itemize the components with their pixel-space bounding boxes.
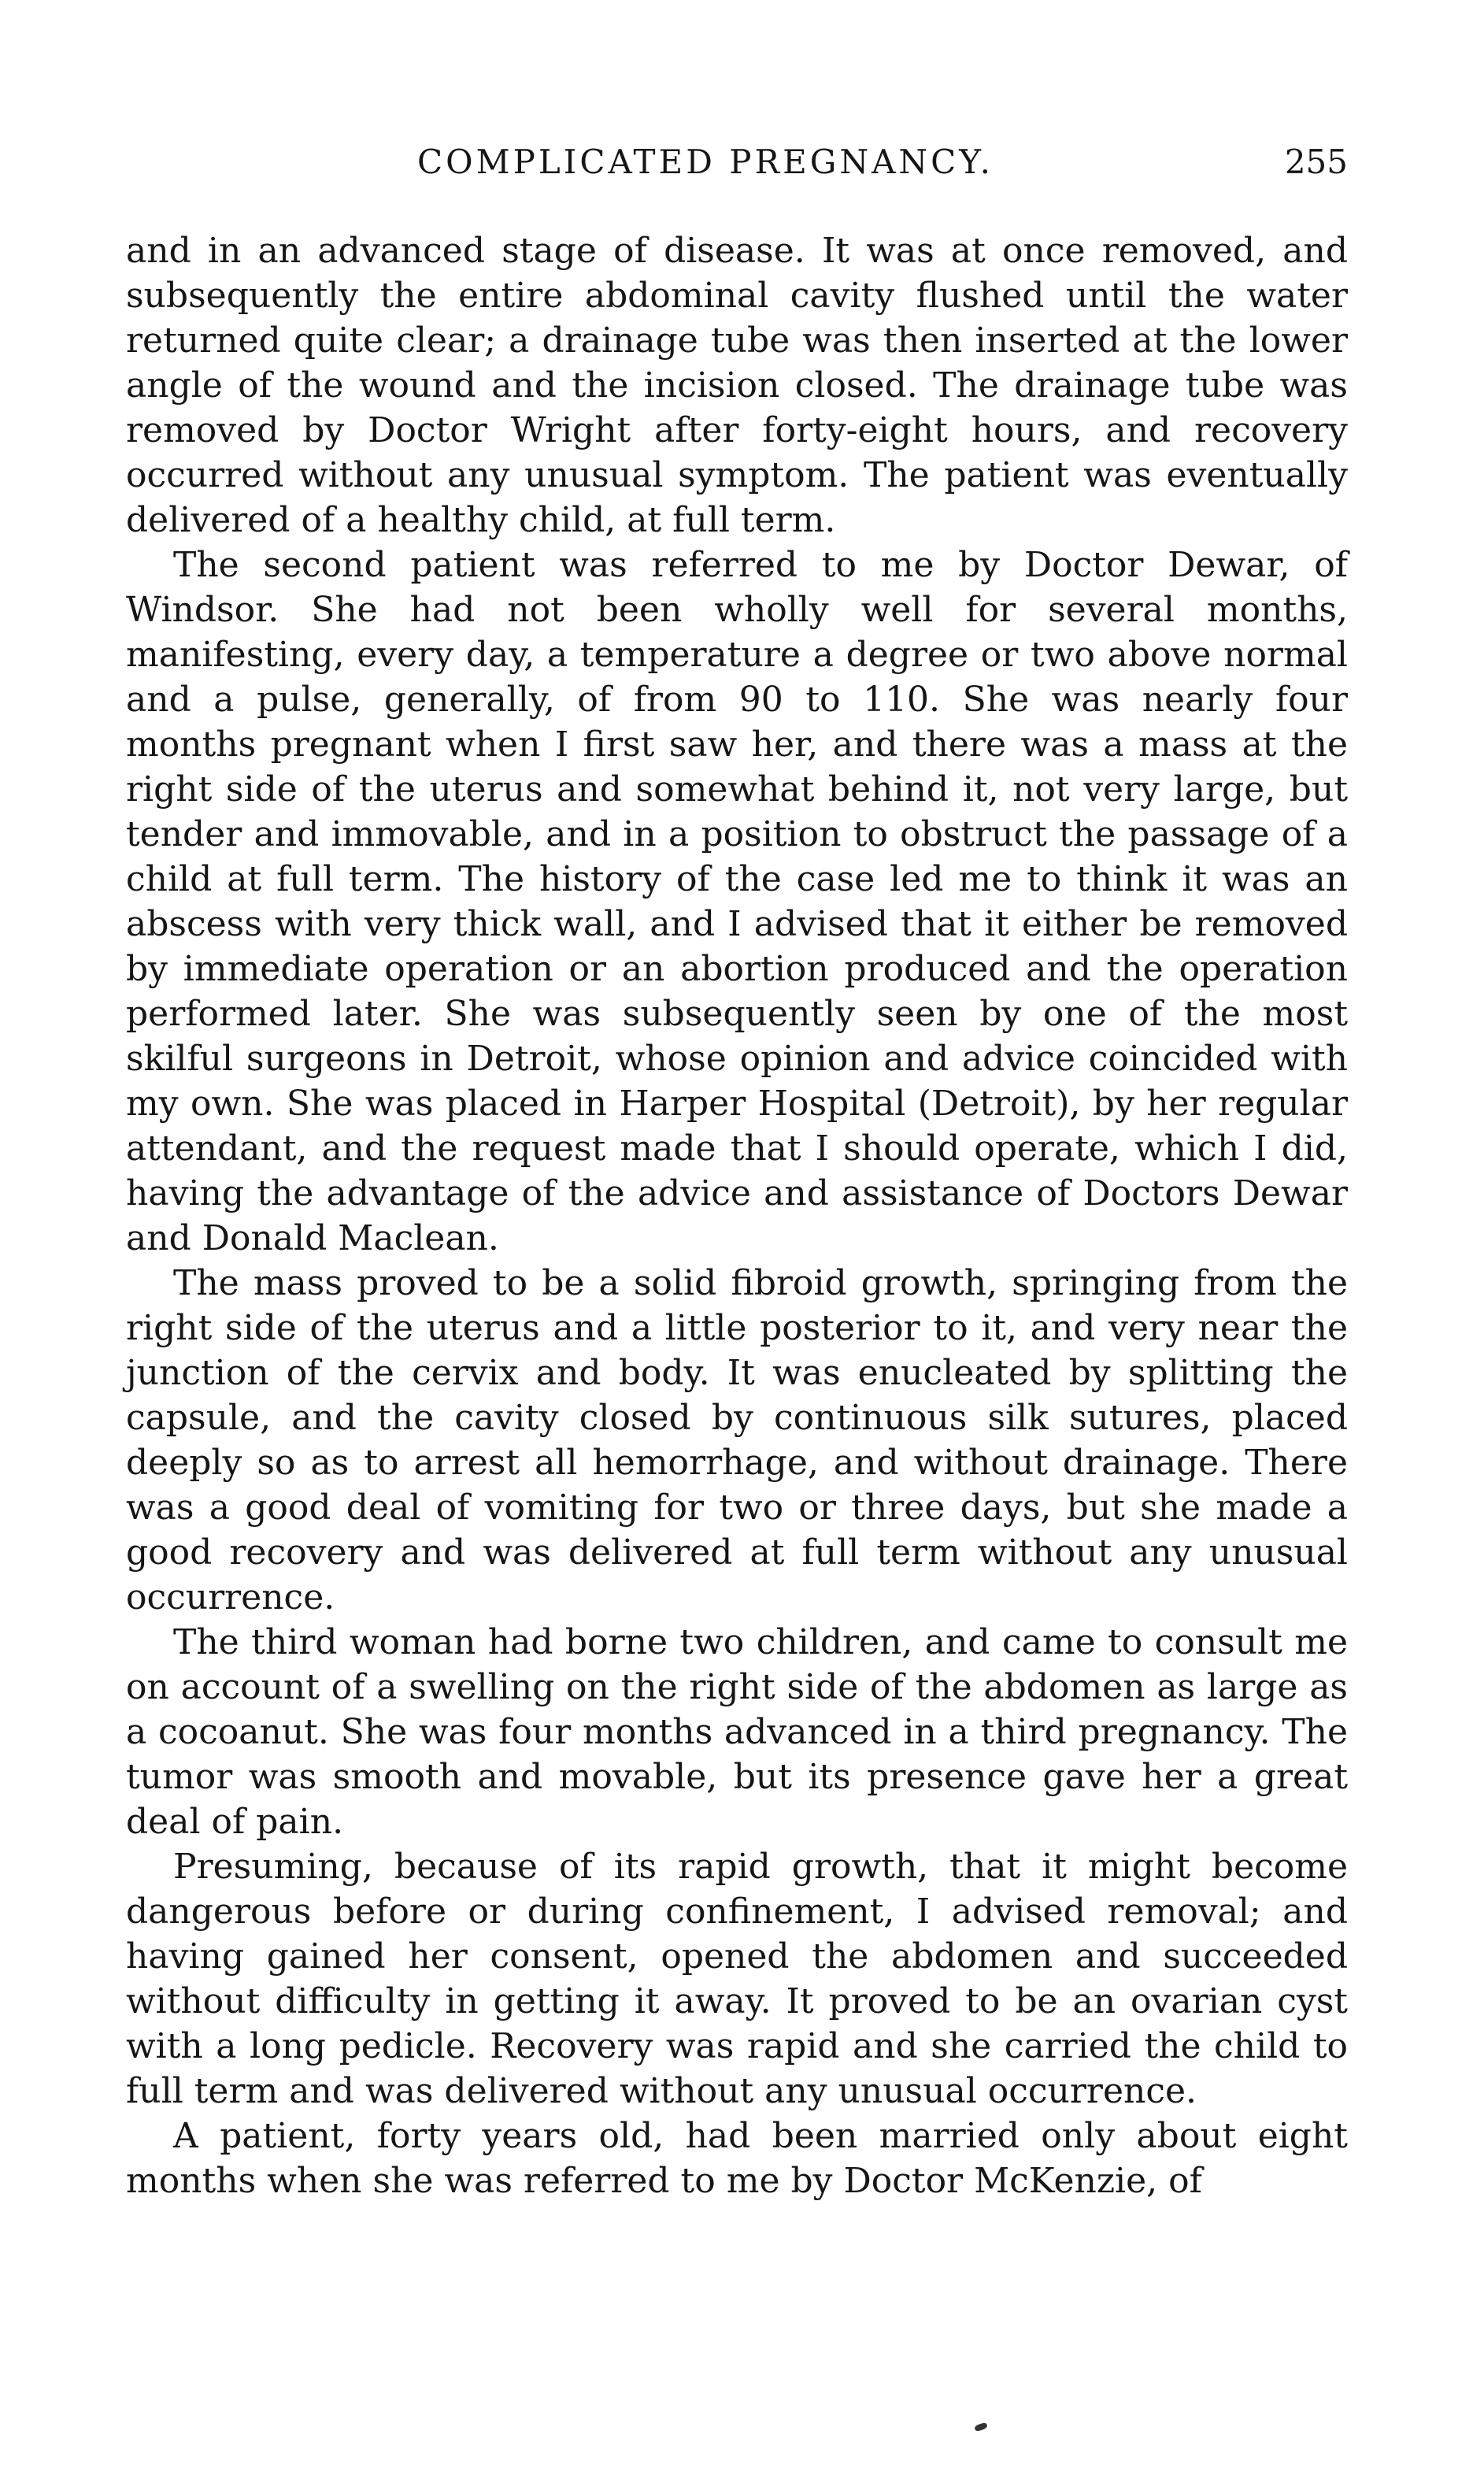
ink-speck [974,2422,988,2433]
paragraph-third-woman: The third woman had borne two children, and came to consult me on account of a swelling on the right side of the abdomen as large as a cocoanut. She was four months advanced in a third pregnancy. The tumor was smooth and movable, but its presence gave her a great deal of pain. [126,1622,1348,1842]
paragraph-second-patient: The second patient was referred to me by Doctor Dewar, of Windsor. She had not been wholly well for several months, manifesting, every day, a temperature a degree or two above normal and a pulse, generally, of from 90 to 110. She was nearly four months pregnant when I first saw her, and there was a mass at the right side of the uterus and somewhat behind it, not very large, but tender and immovable, and in a position to obstruct the passage of a child at full term. The history of the case led me to think it was an abscess with very thick wall, and I advised that it either be removed by immediate operation or an abortion produced and the operation performed later. She was subsequently seen by one of the most skilful surgeons in Detroit, whose opinion and advice coincided with my own. She was placed in Harper Hospital (Detroit), by her regular attendant, and the request made that I should operate, which I did, having the advantage of the advice and assistance of Doctors Dewar and Donald Maclean. [126,545,1348,1258]
paragraph-ovarian-cyst: Presuming, because of its rapid growth, that it might become dangerous before or during confinement, I advised removal; and having gained her consent, opened the abdomen and succeeded without difficulty in getting it away. It proved to be an ovarian cyst with a long pedicle. Recovery was rapid and she carried the child to full term and was delivered without any unusual occurrence. [126,1847,1348,2111]
running-title: COMPLICATED PREGNANCY. [417,143,994,181]
paragraph-fibroid-growth: The mass proved to be a solid fibroid growth, springing from the right side of the uterus and a little posterior to it, and very near the junction of the cervix and body. It was enucleated by splitting the capsule, and the cavity closed by continuous silk sutures, placed deeply so as to arrest all hemorrhage, and without drainage. There was a good deal of vomiting for two or three days, but she made a good recovery and was delivered at full term without any unusual occurrence. [126,1263,1348,1617]
paragraph-continuation: and in an advanced stage of disease. It was at once removed, and subsequently the entire abdominal cavity flushed until the water returned quite clear; a drainage tube was then inserted at the lower angle of the wound and the incision closed. The drainage tube was removed by Doctor Wright after forty-eight hours, and recovery occurred without any unusual symptom. The patient was eventually delivered of a healthy child, at full term. [126,231,1348,540]
running-head [126,139,1348,186]
paragraph-forty-year-old-patient: A patient, forty years old, had been married only about eight months when she was referred to me by Doctor McKenzie, of [126,2116,1348,2201]
page-number: 255 [1284,143,1348,181]
body-text [126,228,1348,2203]
